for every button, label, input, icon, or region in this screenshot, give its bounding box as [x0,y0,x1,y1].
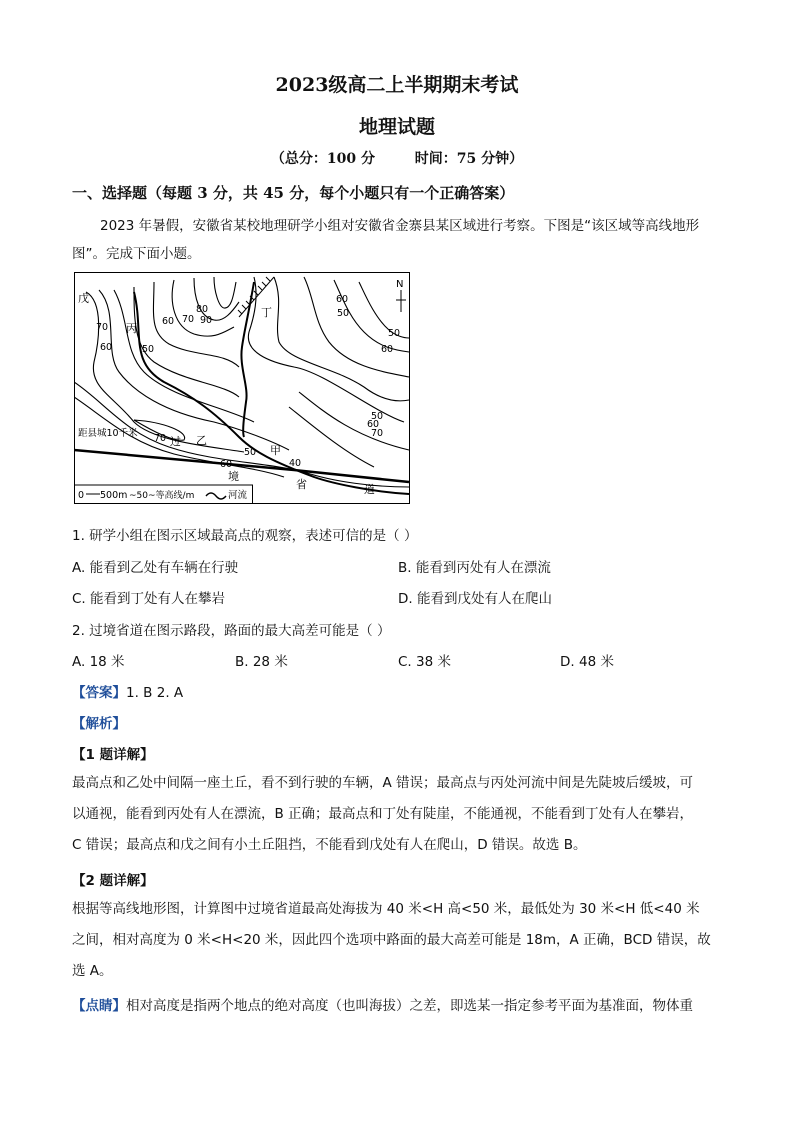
q1-detail-line: 以通视，能看到丙处有人在漂流，B 正确；最高点和丁处有陡崖，不能通视，不能看到丁处有人在攀岩， [72,806,694,822]
q1-detail-line: 最高点和乙处中间隔一座土丘，看不到行驶的车辆，A 错误；最高点与丙处河流中间是先陡坡后缓坡，可 [72,775,694,791]
distance-label: 距县城10千米 [78,428,138,439]
answer-row [72,681,183,701]
contour-value: 60 [336,294,349,305]
q2-detail-label: 【2 题详解】 [72,873,154,889]
road-label-jing: 境 [228,470,239,483]
contour-value: 70 [154,433,167,444]
contour-value: 70 [371,428,384,439]
q2-option-d: D. 48 米 [560,654,614,670]
section-heading: 一、选择题（每题 3 分，共 45 分，每个小题只有一个正确答案） [72,184,515,202]
time-info: 时间：75 分钟） [414,151,524,167]
q2-detail-line: 根据等高线地形图，计算图中过境省道最高处海拔为 40 米<H 高<50 米，最低处为 30 米<H 低<40 米 [72,901,700,917]
exam-info [0,148,794,168]
contour-value: 50 [244,447,257,458]
contour-value: 40 [289,458,302,469]
contour-value: 90 [200,315,213,326]
question-2-stem: 2. 过境省道在图示路段，路面的最大高差可能是（ ） [72,623,391,639]
q1-option-d: D. 能看到戊处有人在爬山 [398,591,552,607]
north-label: N [396,279,404,290]
contour-value: 70 [96,322,109,333]
legend-contour: ~50~等高线/m [129,491,195,501]
place-label-wu: 戊 [78,292,89,305]
tip-text: 相对高度是指两个地点的绝对高度（也叫海拔）之差，即选某一指定参考平面为基准面，物体重 [126,998,693,1014]
legend-river: 河流 [228,490,248,501]
contour-value: 60 [381,344,394,355]
exam-title: 2023级高二上半期期末考试 [275,74,519,96]
contour-value: 50 [388,328,401,339]
map-legend [75,485,253,504]
q2-option-b: B. 28 米 [235,654,288,670]
question-1-stem: 1. 研学小组在图示区域最高点的观察，表述可信的是（ ） [72,528,418,544]
q1-option-b: B. 能看到丙处有人在漂流 [398,560,551,576]
contour-value: 60 [220,459,233,470]
road-label-guo: 过 [170,435,181,448]
analysis-label: 【解析】 [72,716,126,732]
answer-label: 【答案】 [72,685,126,701]
intro-line-1: 2023 年暑假，安徽省某校地理研学小组对安徽省金寨县某区域进行考察。下图是“该区域等高线地形 [100,218,700,234]
place-label-ding: 丁 [261,306,272,319]
score-info: （总分：100 分 [270,151,375,167]
contour-value: 70 [182,314,195,325]
legend-zero: 0 [78,490,85,501]
road-label-sheng: 省 [296,478,307,491]
place-label-bing: 丙 [126,322,137,335]
contour-value: 60 [367,419,380,430]
intro-paragraph [72,212,722,268]
place-label-jia: 甲 [270,444,281,457]
tip-row [72,994,693,1014]
contour-value: 80 [196,304,209,315]
q1-detail-paragraph [72,768,722,861]
road-label-dao: 道 [364,483,375,496]
subject-title: 地理试题 [358,116,435,138]
contour-value: 60 [100,342,113,353]
contour-value: 50 [371,411,384,422]
q1-detail-line: C 错误；最高点和戊之间有小土丘阻挡，不能看到戊处有人在爬山，D 错误。故选 B。 [72,837,587,853]
q2-option-c: C. 38 米 [398,654,451,670]
q2-detail-paragraph [72,894,722,987]
q2-detail-line: 选 A。 [72,963,113,979]
legend-scale: 500m [100,490,128,501]
map-frame [75,273,410,504]
q2-option-a: A. 18 米 [72,654,125,670]
q1-option-c: C. 能看到丁处有人在攀岩 [72,591,226,607]
answer-text: 1. B 2. A [126,685,184,701]
contour-map [74,272,410,504]
contour-value: 50 [142,344,155,355]
contour-value: 60 [162,316,175,327]
q1-option-a: A. 能看到乙处有车辆在行驶 [72,560,239,576]
tip-label: 【点睛】 [72,998,126,1014]
place-label-yi: 乙 [196,434,207,447]
q1-detail-label: 【1 题详解】 [72,747,154,763]
q2-detail-line: 之间，相对高度为 0 米<H<20 米，因此四个选项中路面的最大高差可能是 18m，A 正确，BCD 错误，故 [72,932,711,948]
contour-value: 50 [337,308,350,319]
intro-line-2: 图”。完成下面小题。 [72,246,201,262]
